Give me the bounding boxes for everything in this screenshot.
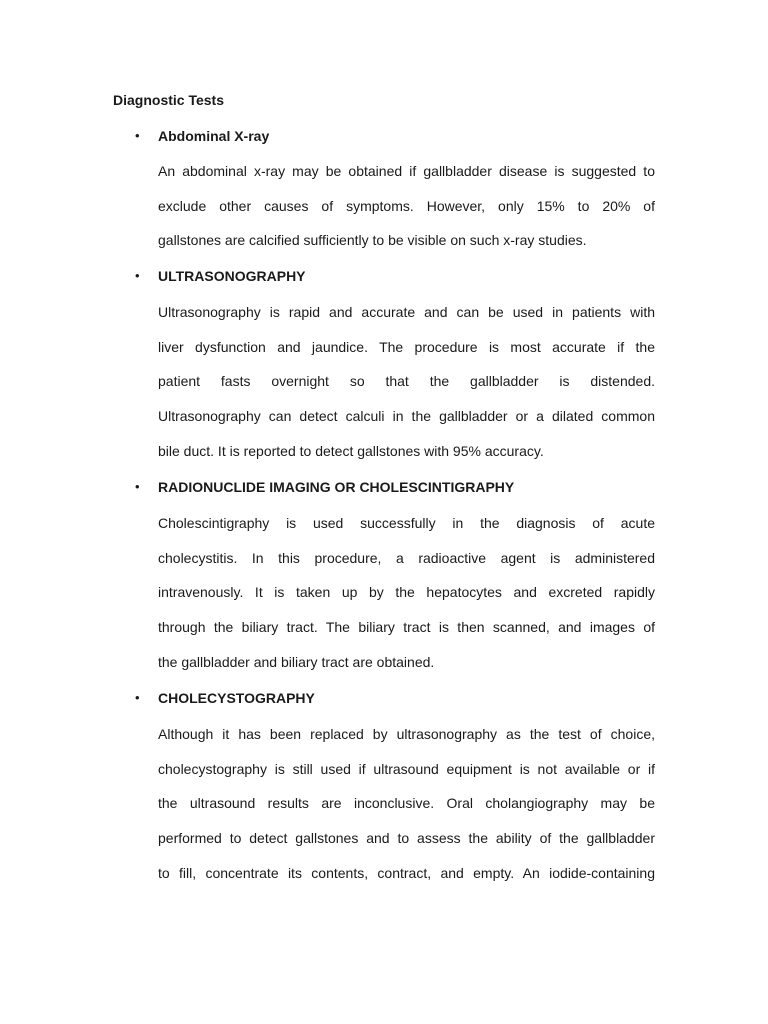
- paragraph-line: the gallbladder and biliary tract are obtained.: [158, 653, 435, 670]
- section-paragraph: [158, 506, 655, 679]
- section-heading: RADIONUCLIDE IMAGING OR CHOLESCINTIGRAPHY: [158, 479, 515, 495]
- section-paragraph: [158, 295, 655, 468]
- paragraph-line: cholecystitis. In this procedure, a radioactive agent is administered: [158, 549, 655, 566]
- bullet-marker: •: [135, 268, 140, 283]
- paragraph-line: the ultrasound results are inconclusive. Oral cholangiography may be: [158, 795, 655, 812]
- paragraph-line: to fill, concentrate its contents, contract, and empty. An iodide-containing: [158, 864, 655, 881]
- paragraph-line: patient fasts overnight so that the gallbladder is distended.: [158, 373, 655, 390]
- document-title: Diagnostic Tests: [113, 92, 224, 108]
- paragraph-line: Ultrasonography is rapid and accurate and can be used in patients with: [158, 304, 655, 320]
- paragraph-line: Cholescintigraphy is used successfully in the diagnosis of acute: [158, 515, 655, 531]
- section-paragraph: [158, 717, 655, 890]
- paragraph-line: bile duct. It is reported to detect gallstones with 95% accuracy.: [158, 442, 544, 459]
- paragraph-line: performed to detect gallstones and to assess the ability of the gallbladder: [158, 830, 655, 847]
- paragraph-line: intravenously. It is taken up by the hepatocytes and excreted rapidly: [158, 584, 655, 601]
- bullet-marker: •: [135, 128, 140, 143]
- paragraph-line: Although it has been replaced by ultrasonography as the test of choice,: [158, 726, 655, 742]
- section-heading: Abdominal X-ray: [158, 128, 270, 144]
- section-heading: ULTRASONOGRAPHY: [158, 268, 306, 284]
- paragraph-line: An abdominal x-ray may be obtained if gallbladder disease is suggested to: [158, 163, 655, 179]
- section-heading: CHOLECYSTOGRAPHY: [158, 690, 315, 706]
- paragraph-line: gallstones are calcified sufficiently to be visible on such x-ray studies.: [158, 232, 587, 249]
- paragraph-line: through the biliary tract. The biliary tract is then scanned, and images of: [158, 619, 655, 636]
- section-paragraph: [158, 154, 655, 258]
- paragraph-line: liver dysfunction and jaundice. The procedure is most accurate if the: [158, 338, 655, 355]
- paragraph-line: cholecystography is still used if ultrasound equipment is not available or if: [158, 760, 655, 777]
- bullet-marker: •: [135, 690, 140, 705]
- paragraph-line: Ultrasonography can detect calculi in the gallbladder or a dilated common: [158, 408, 655, 425]
- paragraph-line: exclude other causes of symptoms. However, only 15% to 20% of: [158, 197, 655, 214]
- bullet-marker: •: [135, 479, 140, 494]
